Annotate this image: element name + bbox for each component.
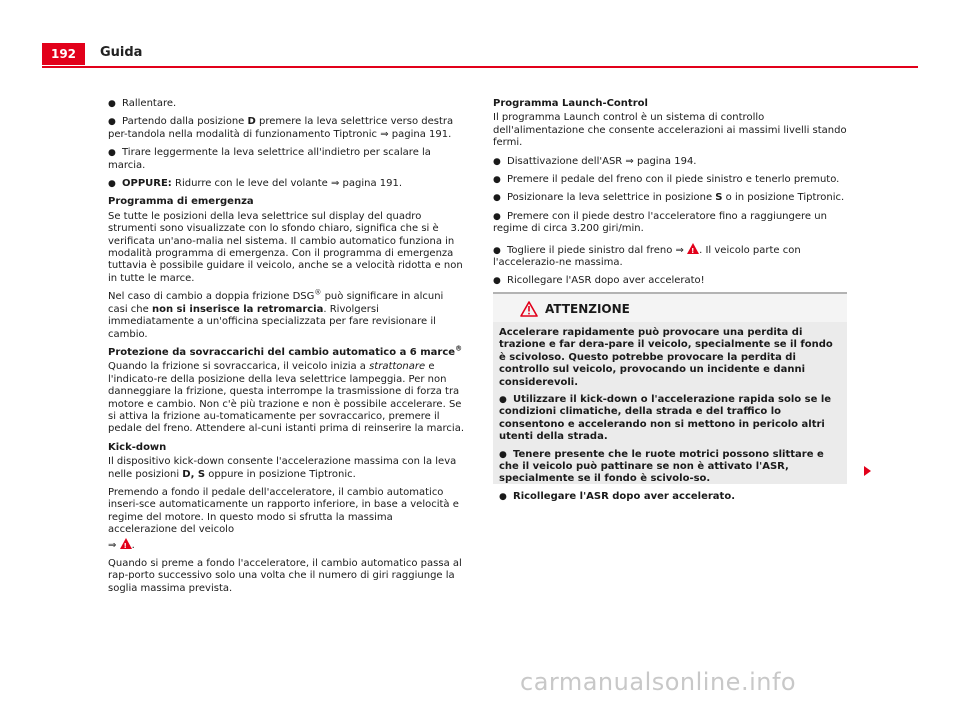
warning-box (493, 292, 847, 502)
paragraph: Il programma Launch control è un sistema di controllo dell'alimentazione che consente accelerazioni ai massimi livelli stando fermi. (493, 112, 847, 149)
bullet-icon: ● (499, 449, 507, 460)
bullet-icon: ● (493, 156, 501, 167)
bullet-icon: ● (108, 148, 116, 159)
warning-triangle-icon[interactable] (120, 538, 132, 549)
warning-triangle-icon[interactable] (687, 243, 699, 254)
paragraph: Quando si preme a fondo l'acceleratore, il cambio automatico passa al rap-porto successivo solo una volta che il numero di giri raggiunge la soglia massima prevista. (108, 558, 462, 594)
list-item: ● Tirare leggermente la leva selettrice all'indietro per scalare la marcia. (108, 147, 431, 171)
bullet-icon: ● (493, 175, 501, 186)
paragraph: Quando la frizione si sovraccarica, il veicolo inizia a strattonare e l'indicato-re della posizione della leva selettrice lampeggia. Per non danneggiare la frizione, questa interrompe la trasmissione di forza tra motore e cambio. Non c'è più trazione e non è possibile accelerare. Se si attiva la frizione au-tomaticamente per sovraccarico, premere il pedale del freno. Attendere al-cuni istanti prima di reinserire la marcia. (108, 361, 465, 435)
left-column (108, 98, 464, 601)
list-item: ● Utilizzare il kick-down o l'accelerazione rapida solo se le condizioni climatiche, della strada e del traffico lo consentono e accelerando non si mettono in pericolo altri utenti della strada. (499, 394, 832, 443)
warning-triangle-icon (520, 301, 538, 321)
section-heading-launch: Programma Launch-Control (493, 98, 648, 109)
bullet-icon: ● (493, 193, 501, 204)
continue-arrow-icon (864, 466, 871, 476)
paragraph: Il dispositivo kick-down consente l'accelerazione massima con la leva nelle posizioni D, S oppure in posizione Tiptronic. (108, 456, 457, 480)
list-item: ● OPPURE: Ridurre con le leve del volante ⇒ pagina 191. (108, 178, 403, 190)
list-item: ● Ricollegare l'ASR dopo aver accelerato. (499, 490, 736, 502)
bullet-icon: ● (493, 211, 501, 222)
bullet-icon: ● (108, 117, 116, 128)
paragraph: Se tutte le posizioni della leva selettrice sul display del quadro strumenti sono visualizzate con lo sfondo chiaro, significa che si è verificata un'ano-malia nel sistema. Il cambio automatico funziona in modalità programma di emergenza. Con il programma di emergenza tuttavia è possibile guidare il veicolo, anche se a velocità ridotta e non in tutte le marce. (108, 210, 463, 284)
warning-body (499, 327, 839, 503)
list-item: ● Premere il pedale del freno con il piede sinistro e tenerlo premuto. (493, 174, 840, 186)
list-item: ● Tenere presente che le ruote motrici possono slittare e che il veicolo può pattinare se non è attivato l'ASR, specialmente se il fondo è scivolo-so. (499, 448, 824, 485)
watermark: carmanualsonline.info (520, 668, 797, 696)
list-item: ● Togliere il piede sinistro dal freno ⇒ !. Il veicolo parte con l'accelerazio-ne massima. (493, 242, 849, 270)
bullet-icon: ● (108, 99, 116, 109)
section-heading-emergency: Programma di emergenza (108, 196, 254, 208)
bullet-icon: ● (493, 276, 501, 287)
list-item: ● Disattivazione dell'ASR ⇒ pagina 194. (493, 155, 697, 167)
right-column (493, 98, 849, 294)
page-number-badge: 192 (42, 43, 85, 65)
bullet-icon: ● (493, 245, 501, 256)
list-item: ● Rallentare. (108, 98, 177, 109)
section-heading-kickdown: Kick-down (108, 441, 167, 453)
page-title: Guida (100, 45, 143, 60)
bullet-icon: ● (499, 395, 507, 406)
header-divider (42, 66, 918, 68)
paragraph: Accelerare rapidamente può provocare una perdita di trazione e far dera-pare il veicolo, specialmente se il fondo è scivoloso. Questo potrebbe provocare la perdita di controllo sul veicolo, provocando un incidente e danni considerevoli. (499, 327, 833, 388)
section-heading-overload: Protezione da sovraccarichi del cambio automatico a 6 marce® (108, 344, 463, 358)
warning-header (493, 294, 847, 322)
bullet-icon: ● (108, 179, 116, 190)
list-item: ● Ricollegare l'ASR dopo aver accelerato! (493, 275, 705, 287)
warning-title: ATTENZIONE (545, 302, 630, 316)
list-item: ● Partendo dalla posizione D premere la leva selettrice verso destra per-tandola nella modalità di funzionamento Tiptronic ⇒ pagina 191. (108, 116, 454, 140)
bullet-icon: ● (499, 491, 507, 502)
list-item: ● Premere con il piede destro l'acceleratore fino a raggiungere un regime di circa 3.200 giri/min. (493, 210, 827, 235)
paragraph: Nel caso di cambio a doppia frizione DSG® può significare in alcuni casi che non si inserisce la retromarcia. Rivolgersi immediatamente a un'officina specializzata per fare revisionare il cambio. (108, 288, 444, 340)
paragraph: Premendo a fondo il pedale dell'acceleratore, il cambio automatico inseri-sce automaticamente un rapporto inferiore, in base a velocità e regime del motore. In questo modo si sfrutta la massima accelerazione del veicolo ⇒ ! . (108, 487, 464, 552)
list-item: ● Posizionare la leva selettrice in posizione S o in posizione Tiptronic. (493, 192, 845, 204)
